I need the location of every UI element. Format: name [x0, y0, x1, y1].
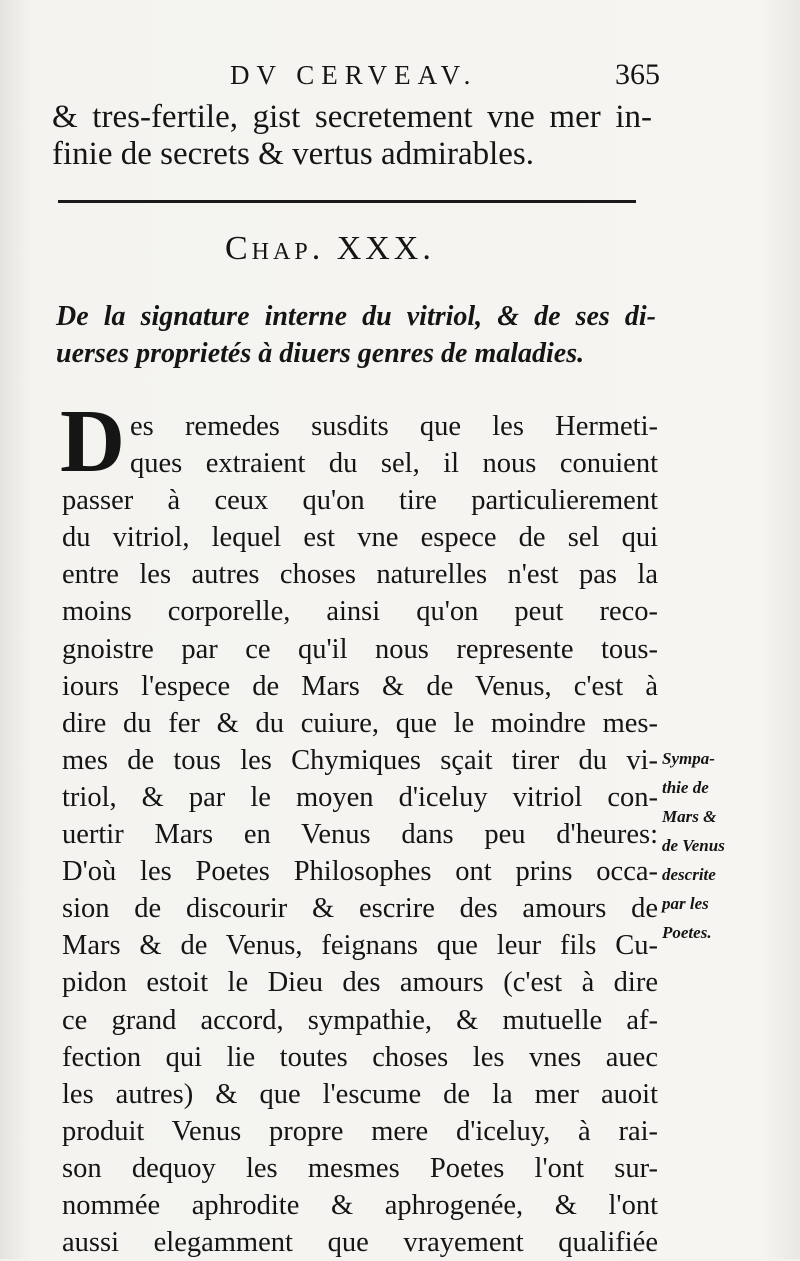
margin-note	[662, 744, 772, 947]
margin-note-line: par les	[662, 894, 709, 913]
chapter-subtitle	[56, 298, 656, 372]
running-title: DV CERVEAV.	[230, 60, 478, 90]
continued-paragraph	[52, 97, 652, 171]
margin-note-line: descrite	[662, 865, 716, 884]
text-line: D'où les Poetes Philosophes ont prins occa-	[62, 856, 658, 888]
chapter-heading: Chap. XXX.	[225, 230, 435, 267]
text-line: & tres-fertile, gist secretement vne mer in-	[52, 99, 652, 135]
text-line: iours l'espece de Mars & de Venus, c'est à	[62, 670, 658, 702]
margin-note-line: thie de	[662, 778, 709, 797]
margin-note-line: Sympa-	[662, 749, 715, 768]
body-paragraph	[62, 408, 658, 1261]
margin-note-line: Mars &	[662, 807, 717, 826]
text-line: son dequoy les mesmes Poetes l'ont sur-	[62, 1152, 658, 1184]
margin-note-line: de Venus	[662, 836, 725, 855]
text-line: Mars & de Venus, feignans que leur fils Cu-	[62, 930, 658, 962]
text-line: aussi elegamment que vrayement qualifiée	[62, 1227, 658, 1259]
text-line: les autres) & que l'escume de la mer auoit	[62, 1078, 658, 1110]
text-line: sion de discourir & escrire des amours de	[62, 893, 658, 925]
text-line: ques extraient du sel, il nous conuient	[130, 448, 658, 480]
text-line: pidon estoit le Dieu des amours (c'est à dire	[62, 967, 658, 999]
subtitle-line: uerses proprietés à diuers genres de maladies.	[56, 338, 585, 370]
text-line: dire du fer & du cuiure, que le moindre mes-	[62, 707, 658, 739]
text-line: moins corporelle, ainsi qu'on peut reco-	[62, 596, 658, 628]
subtitle-line: De la signature interne du vitriol, & de ses di-	[56, 301, 656, 332]
text-line: triol, & par le moyen d'iceluy vitriol con-	[62, 781, 658, 813]
text-line: nommée aphrodite & aphrogenée, & l'ont	[62, 1189, 658, 1221]
text-line: gnoistre par ce qu'il nous represente tous-	[62, 633, 658, 665]
text-line: finie de secrets & vertus admirables.	[52, 136, 534, 173]
text-line: du vitriol, lequel est vne espece de sel qui	[62, 522, 658, 554]
text-line: produit Venus propre mere d'iceluy, à rai-	[62, 1115, 658, 1147]
text-line: uertir Mars en Venus dans peu d'heures:	[62, 819, 658, 851]
margin-note-line: Poetes.	[662, 923, 712, 942]
drop-cap: D	[60, 392, 125, 491]
running-head	[210, 58, 660, 98]
page-number: 365	[615, 58, 660, 91]
text-line: fection qui lie toutes choses les vnes auec	[62, 1041, 658, 1073]
text-line: passer à ceux qu'on tire particulierement	[62, 485, 658, 517]
text-line: ce grand accord, sympathie, & mutuelle af-	[62, 1004, 658, 1036]
text-line: entre les autres choses naturelles n'est pas la	[62, 559, 658, 591]
text-line: mes de tous les Chymiques sçait tirer du vi-	[62, 744, 658, 776]
text-line: es remedes susdits que les Hermeti-	[130, 411, 658, 442]
section-divider	[58, 200, 636, 203]
